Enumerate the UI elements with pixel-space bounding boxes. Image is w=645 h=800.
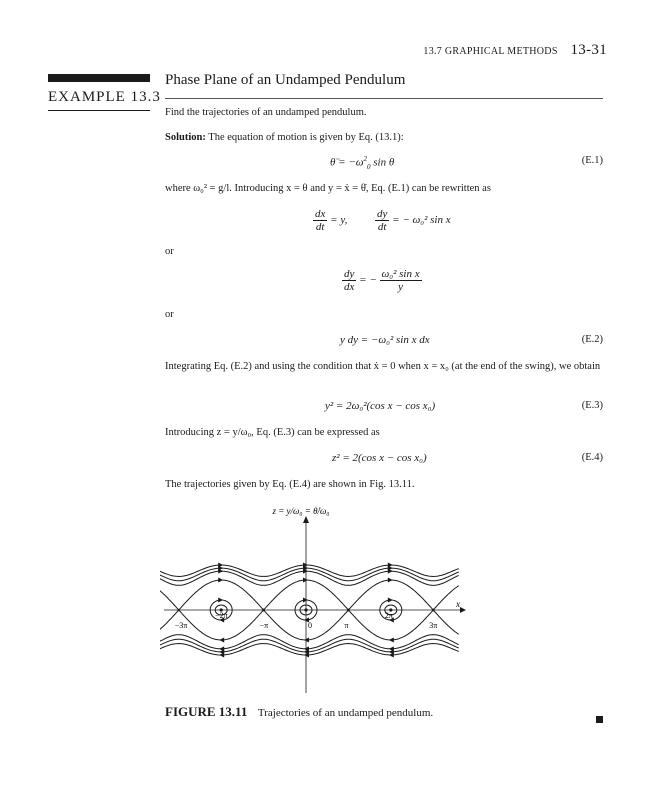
eq1-rhs: sin θ [373, 156, 395, 169]
dydx-num: dy [344, 268, 355, 280]
separatrix [160, 580, 459, 610]
flow-arrow [303, 563, 308, 568]
flow-arrow [389, 653, 394, 658]
or-text-2: or [165, 309, 174, 320]
open-trajectory [160, 571, 459, 585]
flow-arrow [219, 638, 224, 643]
dydt-num: dy [377, 208, 388, 220]
flow-arrow [389, 638, 394, 643]
integrating-text: Integrating Eq. (E.2) and using the condition that ẋ = 0 when x = x₀ (at the end of the swing), we obtain [165, 361, 601, 372]
dxdt-num: dx [315, 208, 326, 220]
equation-e2: y dy = −ω₀² sin x dx [340, 334, 430, 346]
solution-intro-text: The equation of motion is given by Eq. (13.1): [208, 132, 404, 143]
solution-intro [165, 131, 404, 145]
dxdt-fraction [313, 208, 327, 233]
tick-label: 0 [308, 621, 312, 630]
y-axis-label: z = y/ω₀ = θ̇/ω₀ [272, 506, 330, 516]
example-bar [48, 74, 150, 82]
dydx-equals: = − [359, 274, 377, 287]
solution-lead: Solution: [165, 132, 206, 143]
page-number: 13-31 [570, 42, 607, 58]
where-text: where ω₀² = g/l. Introducing x = θ and y = ẋ = θ̇, Eq. (E.1) can be rewritten as [165, 183, 491, 194]
equation-e4: z² = 2(cos x − cos x₀) [332, 452, 427, 464]
tick-label: −π [259, 621, 269, 630]
eq1-sup: 2 [363, 155, 368, 163]
dydx-rhs-num: ω₀² sin x [381, 268, 420, 280]
flow-arrow [219, 653, 224, 658]
equation-e1 [330, 155, 394, 171]
dydx-den: dx [344, 281, 355, 293]
dydt-den: dt [377, 221, 387, 233]
eq4-number: (E.4) [581, 452, 603, 463]
section-title: 13.7 GRAPHICAL METHODS [423, 46, 558, 57]
dydx-fraction [342, 268, 356, 293]
dxdt-rhs: = y, [330, 214, 348, 227]
eq1-lhs: θ̈ = −ω [330, 156, 364, 169]
dydt-fraction [375, 208, 389, 233]
tick-label: 2π [384, 611, 393, 620]
figure-caption [165, 704, 433, 720]
flow-arrow [388, 563, 393, 568]
flow-arrow [303, 598, 308, 603]
eq1-number: (E.1) [581, 155, 603, 166]
equation-dydx [342, 268, 422, 293]
introducing-text: Introducing z = y/ω₀, Eq. (E.3) can be expressed as [165, 427, 380, 438]
running-head [423, 42, 607, 59]
example-label: EXAMPLE 13.3 [48, 89, 161, 105]
flow-arrow [218, 598, 223, 603]
flow-arrow [388, 578, 393, 583]
flow-arrow [304, 653, 309, 658]
flow-arrow [218, 578, 223, 583]
eq3-number: (E.3) [581, 400, 603, 411]
equation-e3: y² = 2ω₀²(cos x − cos x₀) [325, 400, 436, 412]
phase-plane-figure [160, 505, 480, 695]
flow-arrow [303, 578, 308, 583]
or-text-1: or [165, 246, 174, 257]
equation-dydt [375, 208, 451, 233]
problem-statement: Find the trajectories of an undamped pendulum. [165, 107, 367, 118]
example-rule [48, 110, 150, 111]
dxdt-den: dt [315, 221, 325, 233]
equation-dxdt [313, 208, 347, 233]
figure-label: FIGURE 13.11 [165, 704, 248, 719]
end-of-example-mark [596, 716, 603, 723]
figure-caption-text: Trajectories of an undamped pendulum. [257, 707, 434, 719]
trajectories-text: The trajectories given by Eq. (E.4) are shown in Fig. 13.11. [165, 479, 415, 490]
title-rule [165, 98, 603, 99]
tick-label: −3π [174, 621, 188, 630]
tick-label: 3π [429, 621, 438, 630]
tick-label: π [344, 621, 349, 630]
y-axis-arrow [303, 516, 309, 523]
eq2-number: (E.2) [581, 334, 603, 345]
dydt-rhs: = − ω₀² sin x [392, 214, 451, 227]
open-trajectory [160, 635, 459, 649]
flow-arrow [304, 638, 309, 643]
dydx-rhs-den: y [398, 281, 403, 293]
flow-arrow [218, 563, 223, 568]
flow-arrow [388, 598, 393, 603]
dydx-rhs-fraction [380, 268, 422, 293]
x-axis-arrow [460, 607, 466, 613]
x-axis-label: x [456, 599, 460, 609]
tick-label: −2π [215, 611, 228, 620]
example-title: Phase Plane of an Undamped Pendulum [165, 72, 406, 88]
eq1-sub: 0 [367, 162, 371, 171]
